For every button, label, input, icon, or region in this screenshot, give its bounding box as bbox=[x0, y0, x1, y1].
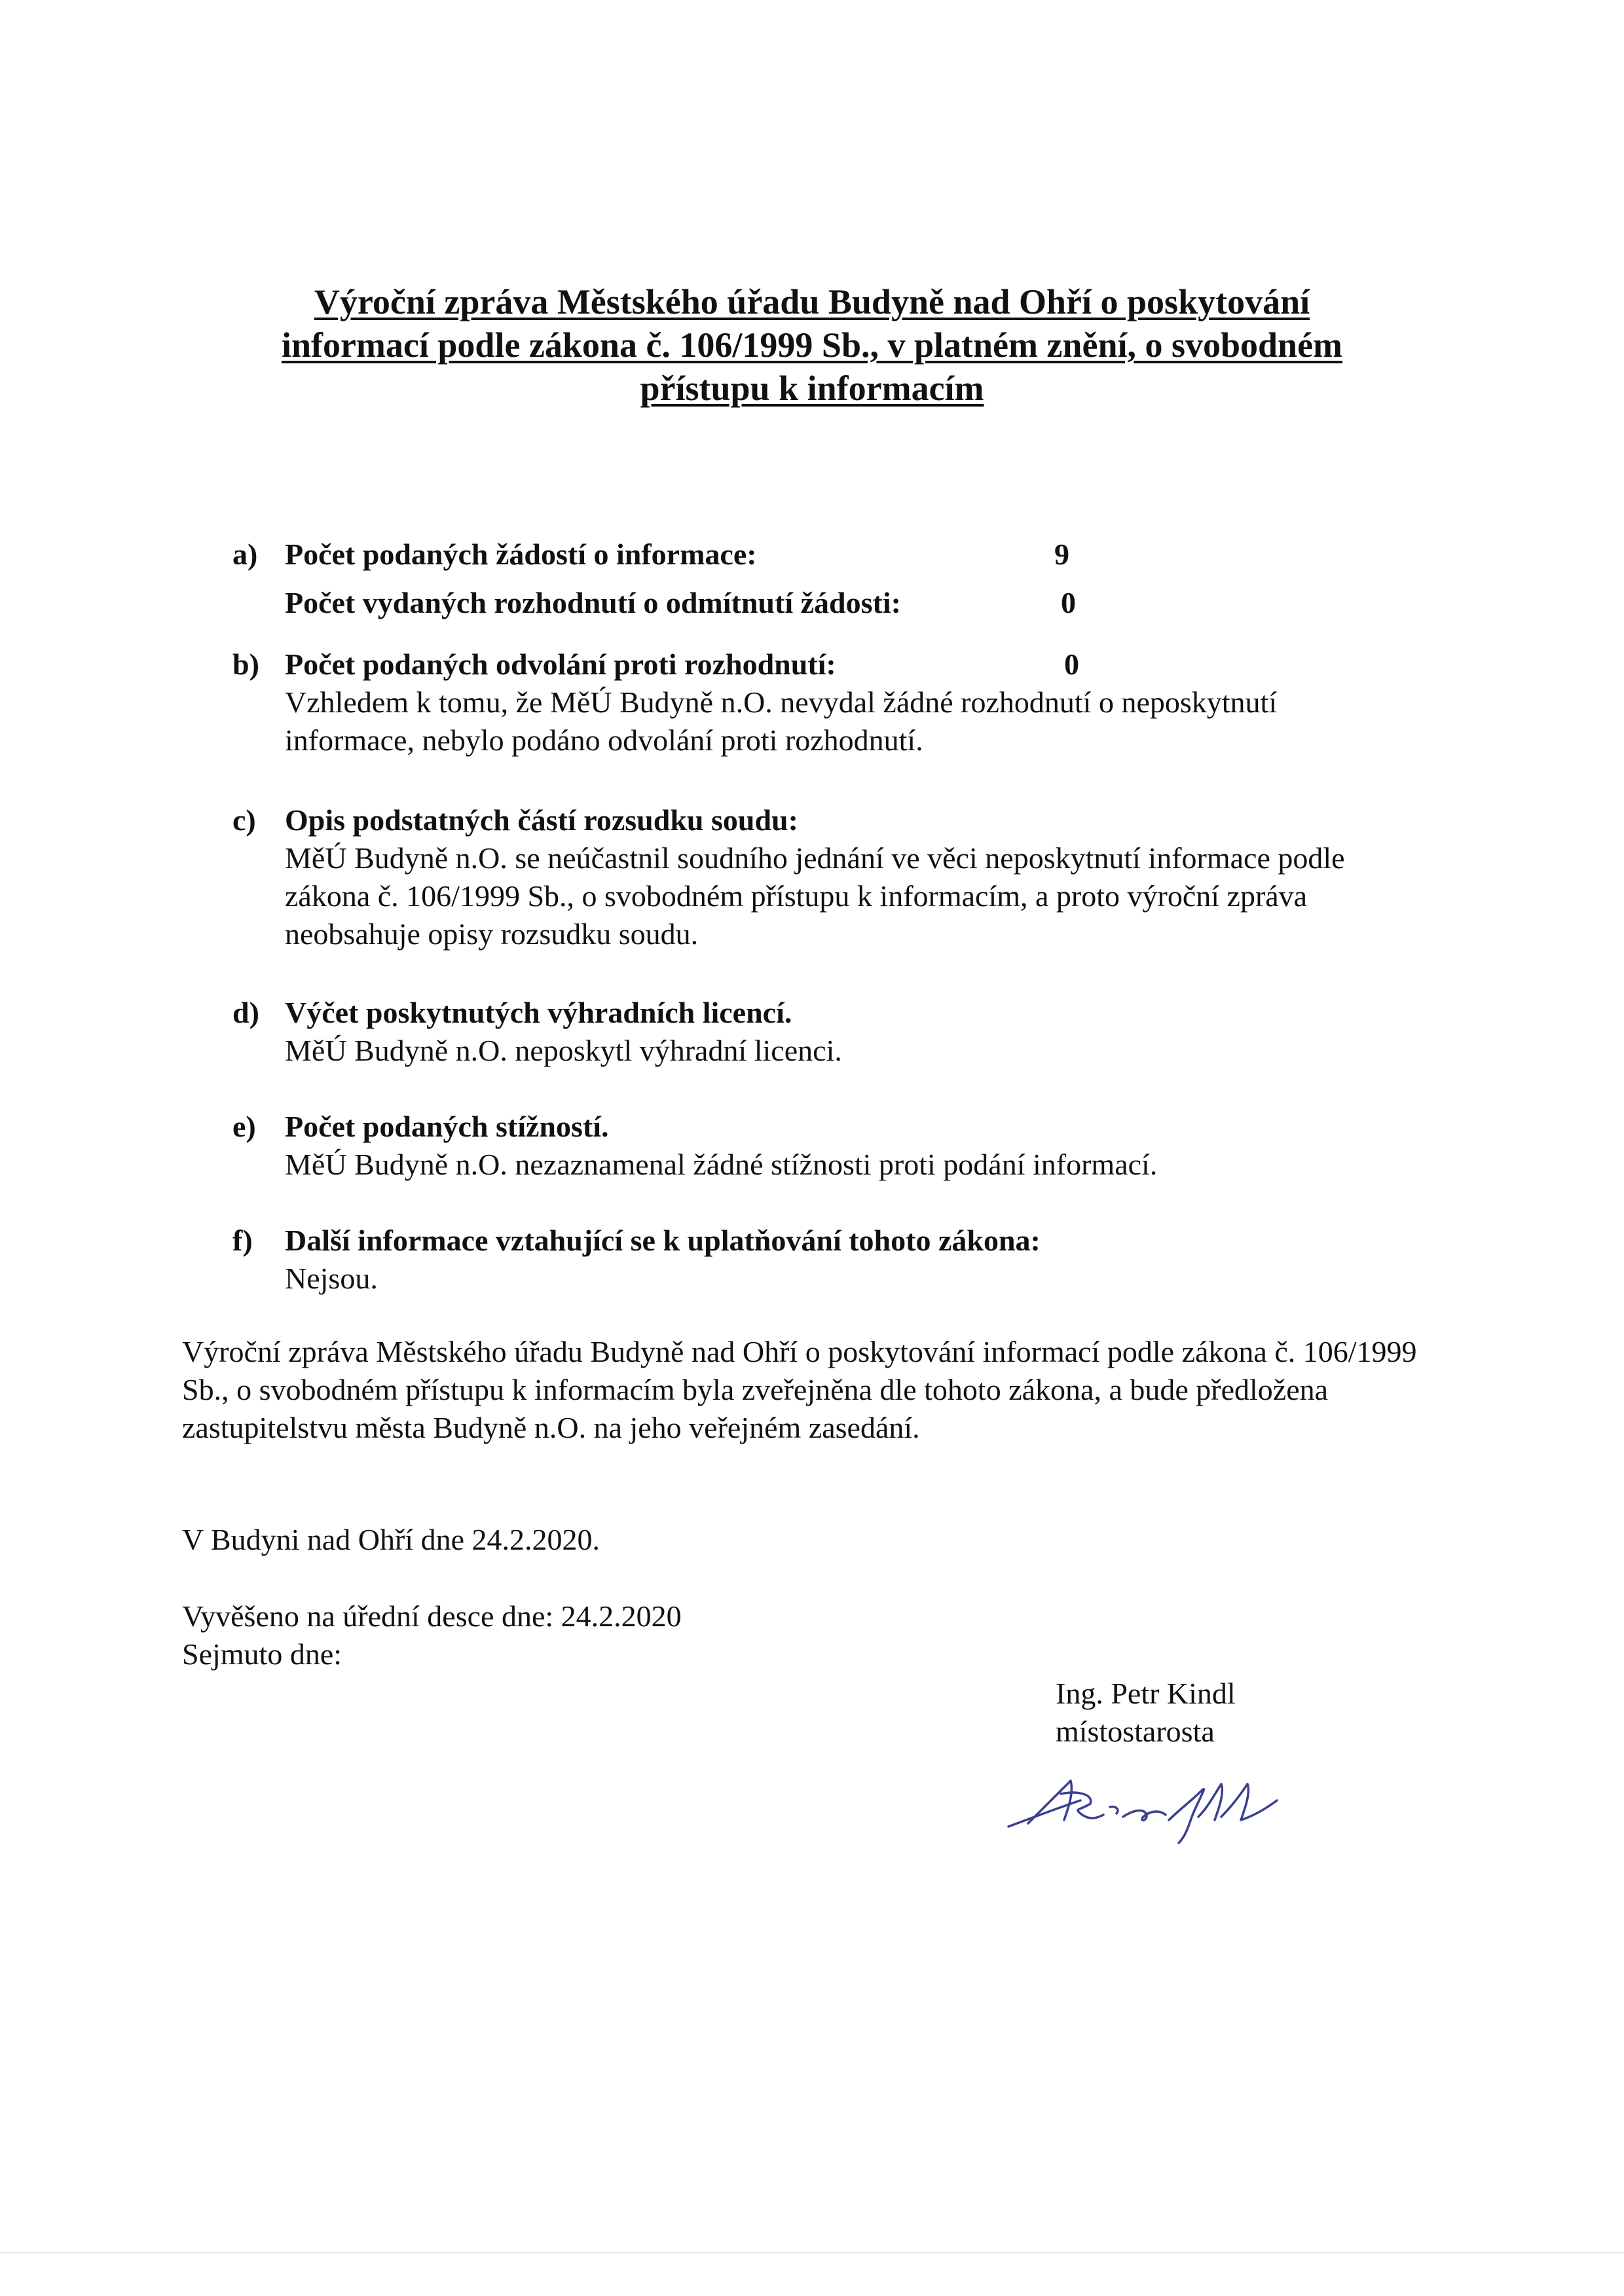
item-b-letter: b) bbox=[232, 647, 259, 681]
refusals-label: Počet vydaných rozhodnutí o odmítnutí žádosti: bbox=[285, 586, 901, 619]
appeals-value: 0 bbox=[1064, 647, 1079, 681]
requests-value: 9 bbox=[1054, 538, 1069, 571]
item-d-heading: Výčet poskytnutých výhradních licencí. bbox=[285, 996, 792, 1029]
item-a-row-requests bbox=[285, 536, 1398, 574]
item-f-text: Nejsou. bbox=[285, 1262, 378, 1295]
removed-date: Sejmuto dne: bbox=[182, 1637, 342, 1671]
posted-date: Vyvěšeno na úřední desce dne: 24.2.2020 bbox=[182, 1599, 682, 1633]
refusals-value: 0 bbox=[1061, 586, 1076, 619]
item-e-letter: e) bbox=[232, 1110, 256, 1143]
item-c-heading: Opis podstatných částí rozsudku soudu: bbox=[285, 803, 798, 837]
item-f-letter: f) bbox=[232, 1224, 253, 1257]
item-b-text: Vzhledem k tomu, že MěÚ Budyně n.O. nevydal žádné rozhodnutí o neposkytnutí informace, nebylo podáno odvolání proti rozhodnutí. bbox=[285, 685, 1278, 757]
signer-block bbox=[1056, 1675, 1236, 1751]
title-line-3: přístupu k informacím bbox=[640, 369, 984, 408]
document-title bbox=[223, 280, 1401, 410]
title-line-2: informací podle zákona č. 106/1999 Sb., v platném znění, o svobodném bbox=[281, 325, 1343, 365]
item-a-row-refusals bbox=[285, 584, 1398, 622]
appeals-label: Počet podaných odvolání proti rozhodnutí: bbox=[285, 647, 836, 681]
closing-paragraph: Výroční zpráva Městského úřadu Budyně nad Ohří o poskytování informací podle zákona č. 106/1999 Sb., o svobodném přístupu k informacím byla zveřejněna dle tohoto zákona, a bude předložena zastupitelstvu města Budyně n.O. na jeho veřejném zasedání. bbox=[182, 1335, 1417, 1444]
title-line-1: Výroční zpráva Městského úřadu Budyně nad Ohří o poskytování bbox=[314, 282, 1310, 321]
item-a-letter: a) bbox=[232, 538, 258, 571]
item-e-heading: Počet podaných stížností. bbox=[285, 1110, 609, 1143]
requests-label: Počet podaných žádostí o informace: bbox=[285, 538, 757, 571]
scan-edge-line bbox=[0, 2252, 1624, 2253]
item-f-heading: Další informace vztahující se k uplatňování tohoto zákona: bbox=[285, 1224, 1041, 1257]
item-c-letter: c) bbox=[232, 803, 256, 837]
item-e-text: MěÚ Budyně n.O. nezaznamenal žádné stížnosti proti podání informací. bbox=[285, 1148, 1158, 1181]
item-d-letter: d) bbox=[232, 996, 259, 1029]
signature-image bbox=[982, 1755, 1297, 1859]
item-d-text: MěÚ Budyně n.O. neposkytl výhradní licenci. bbox=[285, 1034, 842, 1067]
signer-role: místostarosta bbox=[1056, 1715, 1215, 1748]
item-b-row-appeals bbox=[285, 646, 1398, 683]
signer-name: Ing. Petr Kindl bbox=[1056, 1677, 1236, 1710]
item-c-text: MěÚ Budyně n.O. se neúčastnil soudního jednání ve věci neposkytnutí informace podle zákona č. 106/1999 Sb., o svobodném přístupu k informacím, a proto výroční zpráva neobsahuje opisy rozsudku soudu. bbox=[285, 841, 1345, 951]
posting-info bbox=[182, 1597, 1459, 1673]
place-date: V Budyni nad Ohří dne 24.2.2020. bbox=[182, 1523, 600, 1556]
